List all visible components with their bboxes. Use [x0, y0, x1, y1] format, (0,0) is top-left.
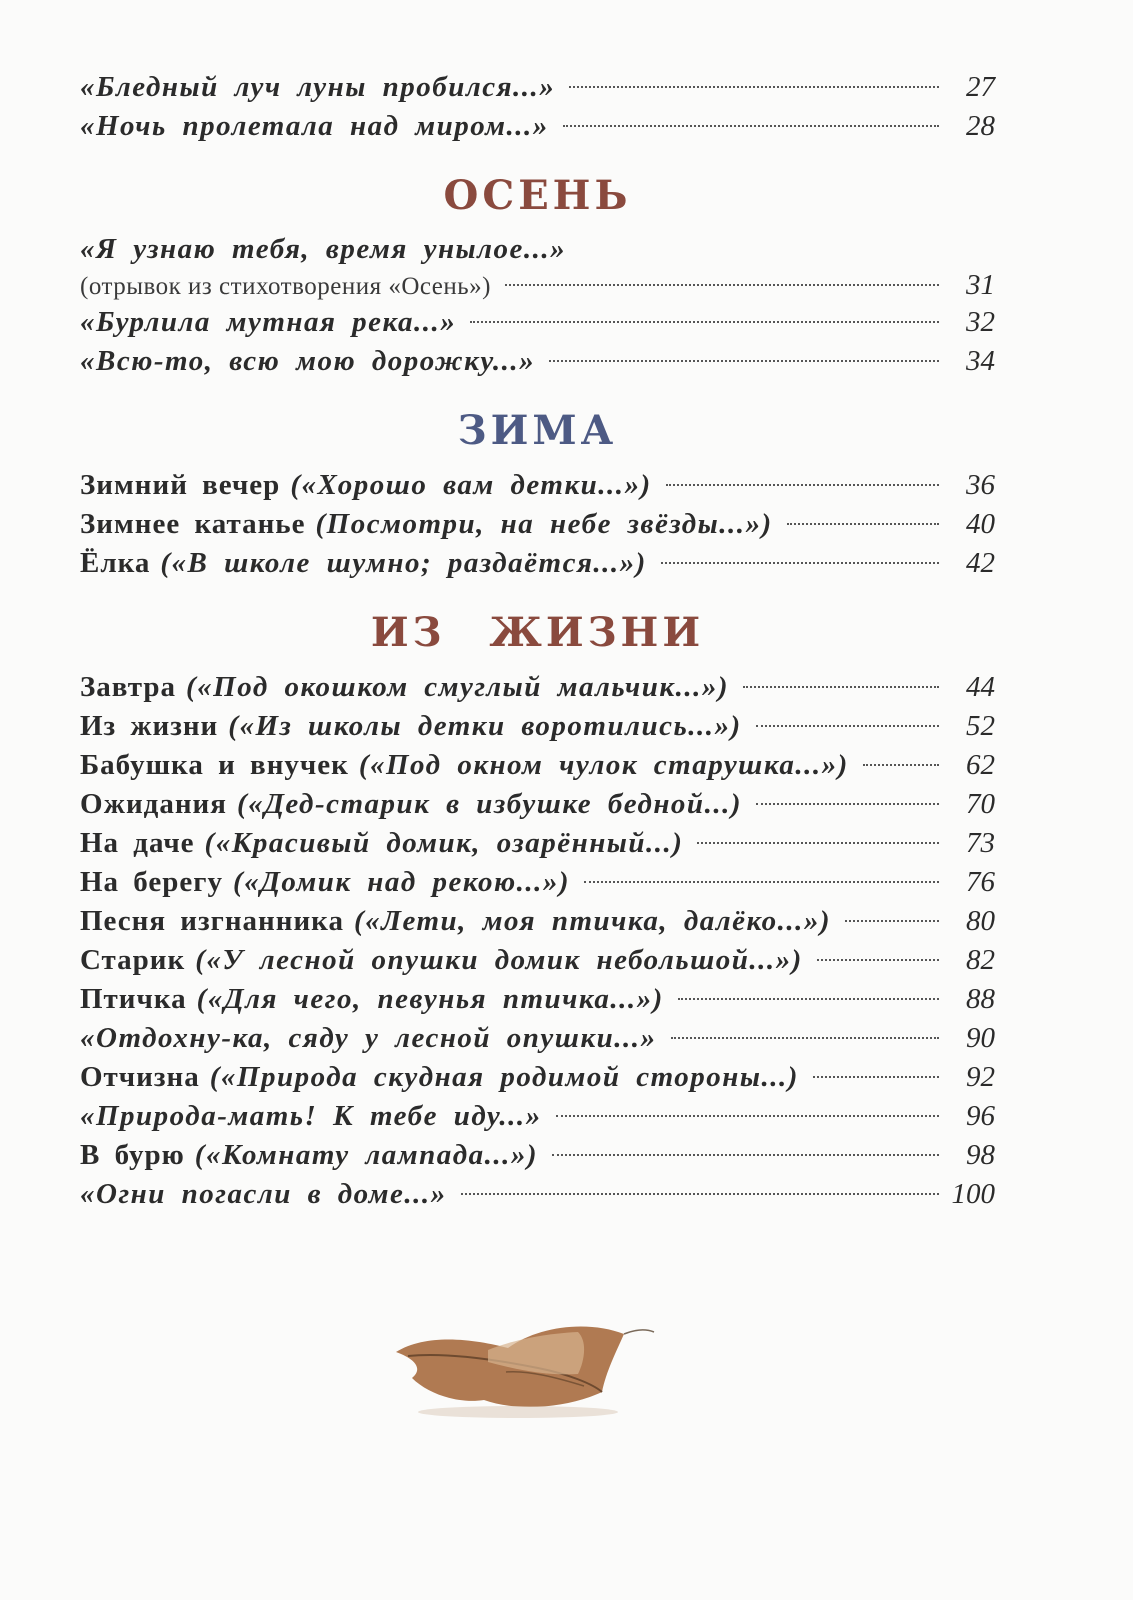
dot-leader [845, 920, 939, 922]
page-number: 52 [966, 710, 995, 742]
toc-entry[interactable] [80, 267, 995, 303]
dot-leader [556, 1115, 939, 1117]
toc-entry[interactable] [80, 863, 995, 902]
toc-entry[interactable] [80, 544, 995, 583]
entry-italic: «Я узнаю тебя, время унылое...» [80, 233, 567, 265]
page-number: 100 [951, 1178, 995, 1210]
entry-subtitle: («Хорошо вам детки...») [290, 469, 652, 501]
page-number: 31 [966, 269, 995, 301]
entry-italic: «Бурлила мутная река...» [80, 306, 457, 338]
page-number: 28 [966, 110, 995, 142]
dot-leader [661, 562, 939, 564]
page-number: 34 [966, 345, 995, 377]
entry-title: Ожидания [80, 788, 227, 820]
entry-italic: «Бледный луч луны пробился...» [80, 71, 556, 103]
page-number: 70 [966, 788, 995, 820]
page-number: 44 [966, 671, 995, 703]
entry-subtitle: («Для чего, певунья птичка...») [196, 983, 664, 1015]
dot-leader [756, 725, 939, 727]
dot-leader [787, 523, 939, 525]
dot-leader [584, 881, 939, 883]
toc-entry[interactable] [80, 1058, 995, 1097]
entry-title: Зимнее катанье [80, 508, 306, 540]
toc-entry[interactable] [80, 980, 995, 1019]
entry-italic: «Природа-мать! К тебе иду...» [80, 1100, 542, 1132]
section-heading-life: ИЗ ЖИЗНИ [370, 609, 705, 656]
entry-subtitle: («Лети, моя птичка, далёко...») [353, 905, 832, 937]
dot-leader [678, 998, 939, 1000]
entry-subtitle: («Домик над рекою...») [232, 866, 571, 898]
toc-entry[interactable] [80, 231, 995, 267]
dot-leader [813, 1076, 939, 1078]
entry-subtitle: («Красивый домик, озарённый...) [204, 827, 684, 859]
toc-entry[interactable] [80, 505, 995, 544]
dot-leader [863, 764, 939, 766]
toc-entry[interactable] [80, 707, 995, 746]
dot-leader [817, 959, 939, 961]
page-number: 88 [966, 983, 995, 1015]
entry-subtitle: («Из школы детки воротились...») [228, 710, 742, 742]
dot-leader [666, 484, 939, 486]
entry-title: Песня изгнанника [80, 905, 344, 937]
entry-subtitle: («Дед-старик в избушке бедной...) [236, 788, 742, 820]
toc-entry[interactable] [80, 1175, 995, 1214]
entry-title: Отчизна [80, 1061, 200, 1093]
entry-italic: «Огни погасли в доме...» [80, 1178, 447, 1210]
page-number: 32 [966, 306, 995, 338]
dot-leader [563, 125, 939, 127]
page-number: 98 [966, 1139, 995, 1171]
dot-leader [461, 1193, 939, 1195]
dot-leader [569, 86, 939, 88]
entry-title: Старик [80, 944, 186, 976]
entry-subtitle: («В школе шумно; раздаётся...») [160, 547, 647, 579]
page-number: 82 [966, 944, 995, 976]
toc-entry[interactable] [80, 342, 995, 381]
entry-subtitle: («Под окном чулок старушка...») [358, 749, 849, 781]
dot-leader [756, 803, 939, 805]
page-number: 92 [966, 1061, 995, 1093]
entry-subtitle: («Комнату лампада...») [194, 1139, 538, 1171]
entry-subtitle: («Под окошком смуглый мальчик...») [185, 671, 729, 703]
toc-entry[interactable] [80, 1019, 995, 1058]
toc-entry[interactable] [80, 107, 995, 146]
toc-entry[interactable] [80, 785, 995, 824]
entry-italic: «Ночь пролетала над миром...» [80, 110, 549, 142]
page-number: 62 [966, 749, 995, 781]
life-entries [80, 668, 995, 1214]
entry-title: Птичка [80, 983, 187, 1015]
page-number: 76 [966, 866, 995, 898]
toc-entry[interactable] [80, 1136, 995, 1175]
page-number: 73 [966, 827, 995, 859]
page-number: 36 [966, 469, 995, 501]
dot-leader [697, 842, 939, 844]
entry-subtitle: (Посмотри, на небе звёзды...») [315, 508, 773, 540]
page-number: 80 [966, 905, 995, 937]
toc-entry[interactable] [80, 303, 995, 342]
table-of-contents [80, 68, 995, 1214]
entry-title: На даче [80, 827, 195, 859]
page-number: 90 [966, 1022, 995, 1054]
section-heading-winter: ЗИМА [457, 407, 618, 454]
entry-subtitle: («Природа скудная родимой стороны...) [209, 1061, 799, 1093]
entry-title: В бурю [80, 1139, 185, 1171]
page-number: 27 [966, 71, 995, 103]
entry-title: Из жизни [80, 710, 219, 742]
toc-entry[interactable] [80, 1097, 995, 1136]
dot-leader [671, 1037, 939, 1039]
entry-italic: «Всю-то, всю мою дорожку...» [80, 345, 536, 377]
dot-leader [505, 284, 939, 286]
entry-title: Завтра [80, 671, 176, 703]
section-heading-autumn: ОСЕНЬ [443, 172, 632, 219]
dot-leader [470, 321, 939, 323]
dot-leader [549, 360, 939, 362]
toc-entry[interactable] [80, 668, 995, 707]
toc-entry[interactable] [80, 941, 995, 980]
entry-title: Зимний вечер [80, 469, 281, 501]
toc-entry[interactable] [80, 746, 995, 785]
entry-title: Бабушка и внучек [80, 749, 349, 781]
page-number: 96 [966, 1100, 995, 1132]
page-number: 40 [966, 508, 995, 540]
entry-italic: «Отдохну-ка, сяду у лесной опушки...» [80, 1022, 657, 1054]
autumn-leaf-illustration [388, 1312, 658, 1422]
entry-subtitle: («У лесной опушки домик небольшой...») [195, 944, 803, 976]
dot-leader [552, 1154, 939, 1156]
toc-entry[interactable] [80, 902, 995, 941]
page-number: 42 [966, 547, 995, 579]
toc-entry[interactable] [80, 466, 995, 505]
entry-note: (отрывок из стихотворения «Осень») [80, 273, 491, 300]
toc-entry[interactable] [80, 68, 995, 107]
toc-entry[interactable] [80, 824, 995, 863]
entry-title: На берегу [80, 866, 223, 898]
entry-title: Ёлка [80, 547, 151, 579]
dot-leader [743, 686, 939, 688]
